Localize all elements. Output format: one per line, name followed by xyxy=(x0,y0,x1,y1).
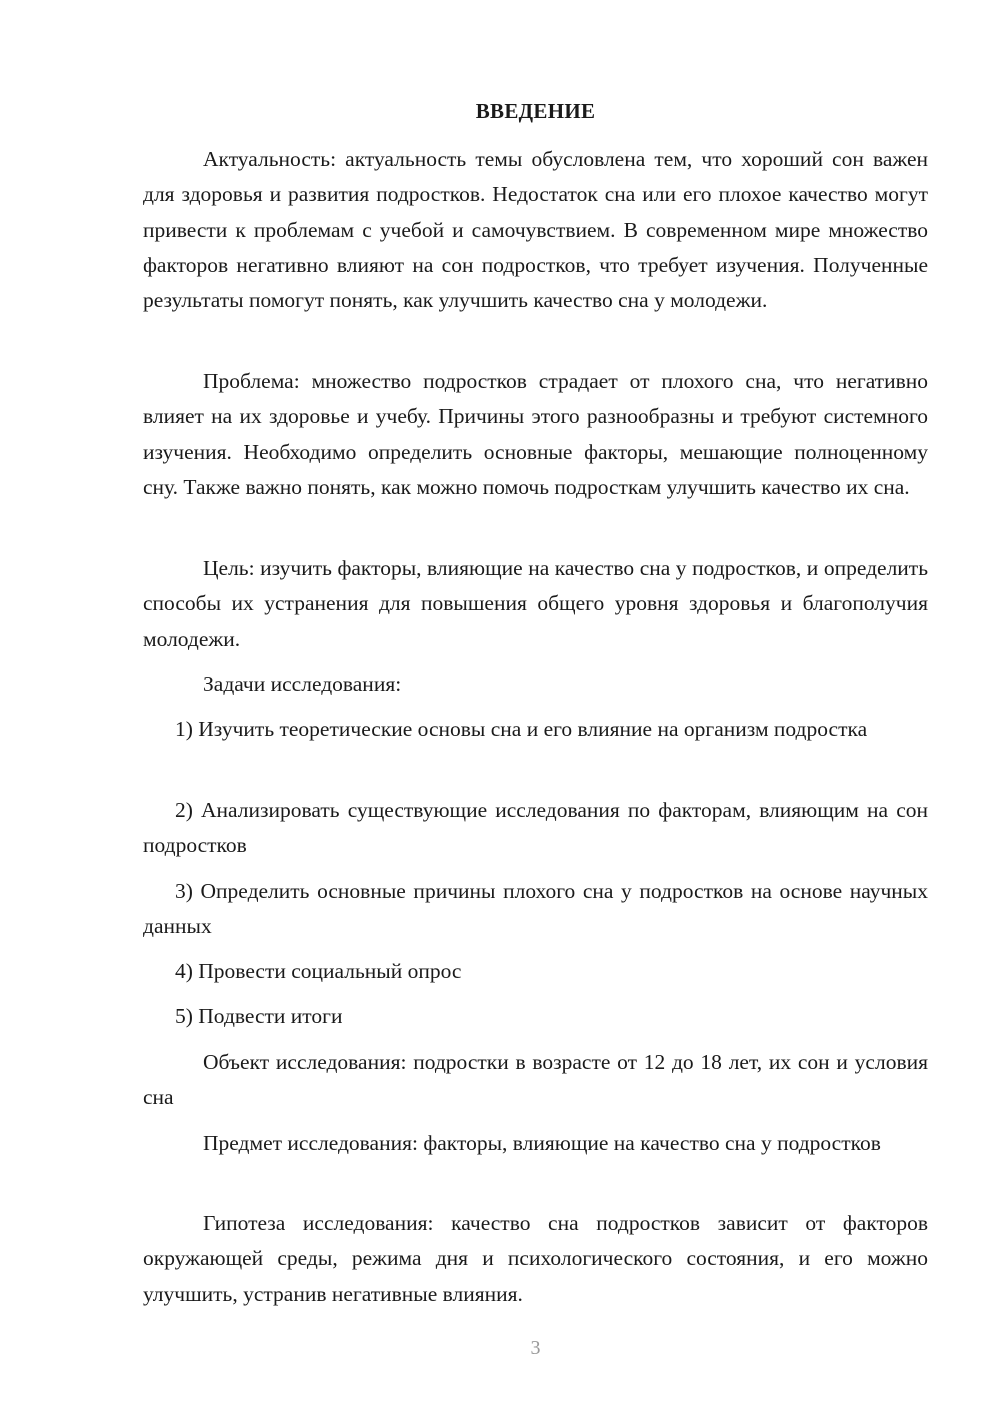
hypothesis-paragraph: Гипотеза исследования: качество сна подростков зависит от факторов окружающей среды, режима дня и психологического состояния, и его можно улучшить, устранив негативные влияния. xyxy=(143,1211,928,1306)
task-item-3: 3) Определить основные причины плохого сна у подростков на основе научных данных xyxy=(143,879,928,939)
subject-paragraph: Предмет исследования: факторы, влияющие на качество сна у подростков xyxy=(203,1131,881,1155)
task-item-5: 5) Подвести итоги xyxy=(175,1004,343,1028)
problem-paragraph: Проблема: множество подростков страдает от плохого сна, что негативно влияет на их здоровье и учебу. Причины этого разнообразны и требуют системного изучения. Необходимо определить основные факторы, мешающие полноценному сну. Также важно понять, как можно помочь подросткам улучшить качество их сна. xyxy=(143,369,928,499)
page-number: 3 xyxy=(530,1337,541,1359)
section-title: ВВЕДЕНИЕ xyxy=(475,99,596,123)
task-item-1: 1) Изучить теоретические основы сна и его влияние на организм подростка xyxy=(175,717,868,741)
tasks-heading: Задачи исследования: xyxy=(203,672,402,696)
goal-paragraph: Цель: изучить факторы, влияющие на качество сна у подростков, и определить способы их устранения для повышения общего уровня здоровья и благополучия молодежи. xyxy=(143,556,928,651)
relevance-paragraph: Актуальность: актуальность темы обусловлена тем, что хороший сон важен для здоровья и развития подростков. Недостаток сна или его плохое качество могут привести к проблемам с учебой и самочувствием. В современном мире множество факторов негативно влияют на сон подростков, что требует изучения. Полученные результаты помогут понять, как улучшить качество сна у молодежи. xyxy=(143,147,928,313)
task-item-4: 4) Провести социальный опрос xyxy=(175,959,462,983)
object-paragraph: Объект исследования: подростки в возрасте от 12 до 18 лет, их сон и условия сна xyxy=(143,1050,928,1110)
task-item-2: 2) Анализировать существующие исследования по факторам, влияющим на сон подростков xyxy=(143,798,928,858)
